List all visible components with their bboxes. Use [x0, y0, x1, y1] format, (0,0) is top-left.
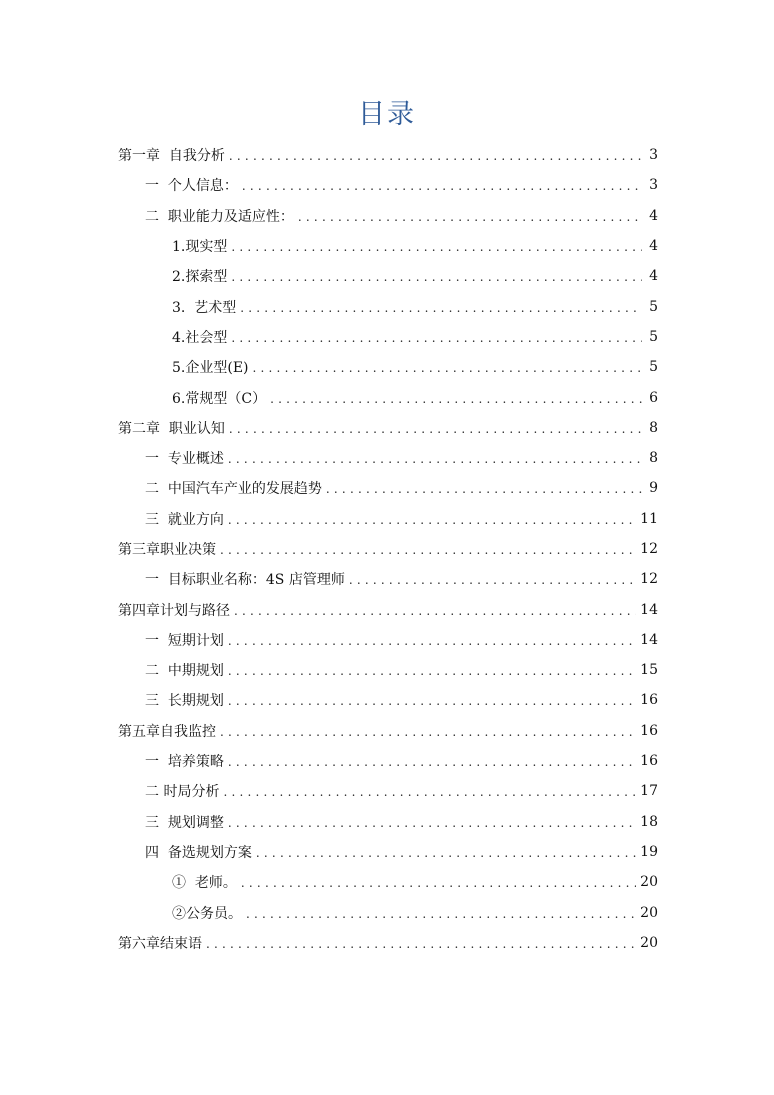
toc-entry[interactable]	[118, 928, 658, 958]
toc-dot-leader	[234, 604, 636, 618]
table-of-contents	[118, 140, 658, 958]
toc-entry-label: 二 职业能力及适应性：	[145, 208, 294, 225]
toc-entry-label: 一 短期计划	[145, 632, 224, 649]
toc-entry-label: 第六章结束语	[118, 935, 202, 952]
toc-entry[interactable]	[118, 746, 658, 776]
toc-dot-leader	[228, 664, 636, 678]
toc-entry[interactable]	[118, 504, 658, 534]
toc-dot-leader	[229, 422, 642, 436]
toc-dot-leader	[228, 755, 636, 769]
toc-dot-leader	[326, 482, 642, 496]
toc-page-number: 3	[649, 147, 658, 164]
toc-entry-label: 第三章职业决策	[118, 542, 216, 558]
toc-entry-label: 一 专业概述	[145, 451, 224, 468]
toc-dot-leader	[349, 573, 636, 587]
toc-entry-label: 三 规划调整	[145, 814, 224, 831]
toc-entry[interactable]	[118, 776, 658, 806]
toc-entry-label: 4.社会型	[172, 329, 228, 346]
toc-entry[interactable]	[118, 625, 658, 655]
toc-entry-label: 1.现实型	[172, 239, 228, 256]
toc-entry-label: ②公务员。	[172, 905, 242, 922]
toc-entry-label: 第二章 职业认知	[118, 420, 225, 437]
toc-entry-label: 2.探索型	[172, 269, 228, 286]
toc-dot-leader	[228, 816, 636, 830]
toc-entry[interactable]	[118, 352, 658, 382]
toc-page-number: 20	[640, 904, 658, 921]
toc-entry-label: 一 培养策略	[145, 754, 224, 771]
toc-page-number: 18	[640, 813, 658, 830]
toc-entry[interactable]	[118, 443, 658, 473]
toc-entry[interactable]	[118, 322, 658, 352]
toc-entry-label: 一 个人信息：	[145, 178, 238, 195]
toc-page-number: 12	[640, 571, 658, 588]
toc-page-number: 16	[640, 692, 658, 709]
toc-entry[interactable]	[118, 534, 658, 564]
toc-page-number: 17	[640, 783, 658, 800]
toc-dot-leader	[228, 513, 636, 527]
toc-page-number: 3	[649, 177, 658, 194]
toc-page-number: 5	[649, 359, 658, 376]
toc-dot-leader	[223, 785, 636, 799]
toc-page-number: 14	[640, 601, 658, 618]
toc-entry[interactable]	[118, 897, 658, 927]
toc-page-number: 12	[640, 541, 658, 557]
toc-page-number: 20	[640, 934, 658, 951]
toc-page-number: 16	[640, 722, 658, 739]
toc-entry-label: 二 中期规划	[145, 663, 224, 680]
toc-dot-leader	[241, 876, 636, 890]
toc-dot-leader	[231, 270, 642, 284]
toc-dot-leader	[206, 937, 636, 951]
toc-page-number: 11	[640, 510, 658, 527]
toc-entry[interactable]	[118, 291, 658, 321]
toc-dot-leader	[220, 725, 636, 739]
toc-entry[interactable]	[118, 564, 658, 594]
toc-dot-leader	[228, 634, 636, 648]
toc-dot-leader	[231, 240, 642, 254]
toc-dot-leader	[231, 331, 642, 345]
toc-page-number: 8	[649, 419, 658, 436]
toc-entry[interactable]	[118, 140, 658, 170]
toc-entry-label: 三 长期规划	[145, 693, 224, 710]
toc-dot-leader	[298, 210, 642, 224]
toc-entry[interactable]	[118, 170, 658, 200]
toc-page-number: 15	[640, 662, 658, 679]
toc-entry[interactable]	[118, 594, 658, 624]
toc-entry-label: 3. 艺术型	[172, 299, 237, 316]
toc-entry-label: 5.企业型(E)	[172, 360, 249, 377]
toc-dot-leader	[242, 179, 642, 193]
toc-page-number: 4	[649, 268, 658, 285]
toc-entry-label: 第四章计划与路径	[118, 602, 230, 619]
toc-page-number: 20	[640, 874, 658, 891]
toc-entry-label: 三 就业方向	[145, 511, 224, 528]
toc-page-number: 19	[640, 843, 658, 860]
toc-title: 目录	[358, 99, 416, 130]
toc-page-number: 9	[649, 480, 658, 497]
toc-dot-leader	[246, 907, 636, 921]
toc-entry[interactable]	[118, 261, 658, 291]
toc-entry[interactable]	[118, 837, 658, 867]
toc-page-number: 4	[649, 207, 658, 224]
toc-entry[interactable]	[118, 231, 658, 261]
toc-entry[interactable]	[118, 716, 658, 746]
toc-dot-leader	[228, 452, 642, 466]
toc-dot-leader	[240, 301, 642, 315]
toc-entry[interactable]	[118, 382, 658, 412]
toc-entry[interactable]	[118, 413, 658, 443]
toc-dot-leader	[229, 149, 642, 163]
toc-dot-leader	[253, 361, 642, 375]
toc-entry-label: ① 老师。	[172, 875, 237, 892]
toc-entry[interactable]	[118, 685, 658, 715]
toc-page-number: 6	[649, 389, 658, 406]
toc-dot-leader	[270, 392, 642, 406]
toc-page-number: 5	[649, 298, 658, 315]
toc-page-number: 4	[649, 238, 658, 255]
toc-page-number: 14	[640, 631, 658, 648]
toc-entry-label: 第一章 自我分析	[118, 148, 225, 165]
toc-page-number: 5	[649, 328, 658, 345]
toc-entry-label: 一 目标职业名称：4S 店管理师	[145, 572, 345, 589]
toc-dot-leader	[228, 694, 636, 708]
toc-entry[interactable]	[118, 201, 658, 231]
toc-entry[interactable]	[118, 655, 658, 685]
toc-entry-label: 二 中国汽车产业的发展趋势	[145, 481, 322, 498]
toc-page-number: 16	[640, 753, 658, 770]
toc-page-number: 8	[649, 450, 658, 467]
toc-entry[interactable]	[118, 807, 658, 837]
toc-entry[interactable]	[118, 473, 658, 503]
toc-entry[interactable]	[118, 867, 658, 897]
toc-entry-label: 第五章自我监控	[118, 723, 216, 740]
toc-entry-label: 四 备选规划方案	[145, 844, 252, 861]
toc-entry-label: 二 时局分析	[145, 784, 220, 801]
toc-dot-leader	[256, 846, 636, 860]
toc-entry-label: 6.常规型（C）	[172, 390, 267, 407]
toc-dot-leader	[220, 543, 636, 557]
